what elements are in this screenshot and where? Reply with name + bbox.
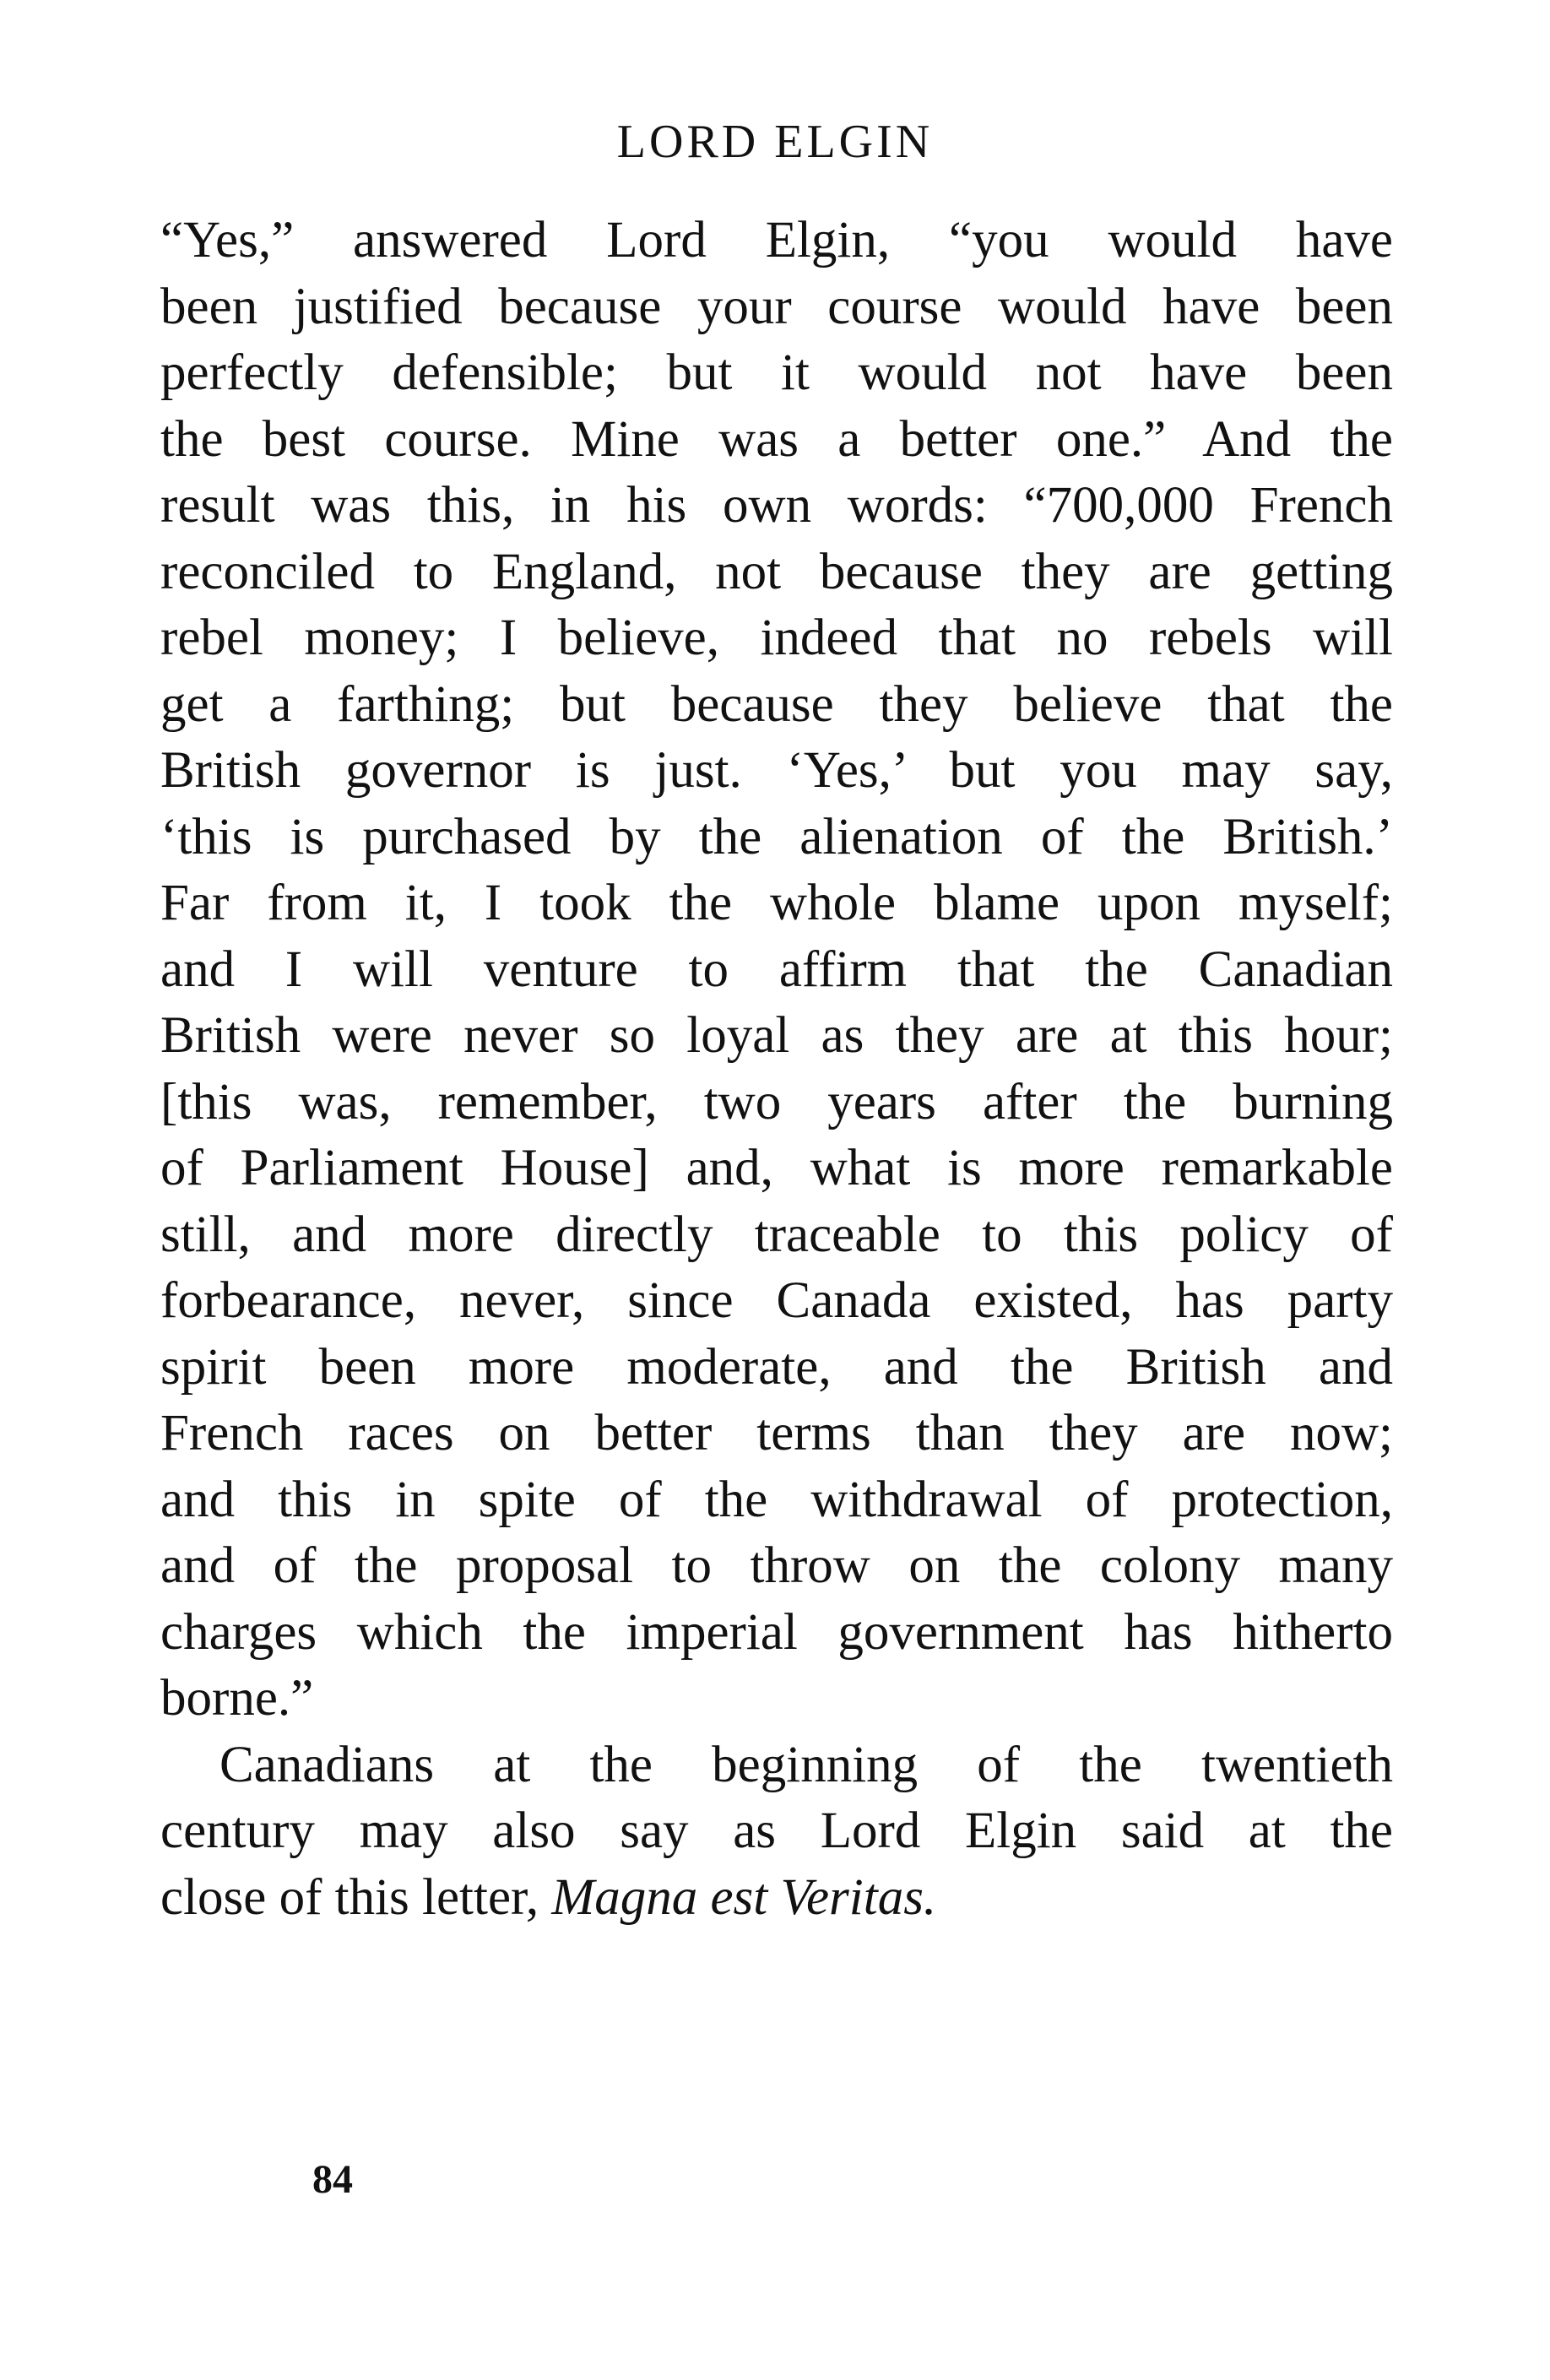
text-line: [this was, remember, two years after the burning	[160, 1073, 1393, 1130]
running-header: LORD ELGIN	[616, 116, 934, 168]
text-line: reconciled to England, not because they are getting	[160, 543, 1393, 600]
text-line: Canadians at the beginning of the twentieth	[219, 1736, 1393, 1793]
text-line: “Yes,” answered Lord Elgin, “you would have	[160, 212, 1393, 268]
text-line: and this in spite of the withdrawal of protection,	[160, 1471, 1393, 1528]
text-line: British were never so loyal as they are at this hour;	[160, 1007, 1393, 1064]
closing-text: close of this letter,	[160, 1868, 539, 1926]
text-line: perfectly defensible; but it would not have been	[160, 344, 1393, 401]
text-line: the best course. Mine was a better one.” And the	[160, 410, 1393, 468]
text-line: century may also say as Lord Elgin said at the	[160, 1803, 1393, 1859]
text-line: ‘this is purchased by the alienation of the British.’	[160, 808, 1393, 865]
text-line: of Parliament House] and, what is more remarkable	[160, 1140, 1393, 1196]
text-line: spirit been more moderate, and the British and	[160, 1338, 1393, 1396]
text-line-closing	[160, 1865, 1393, 1932]
text-line: French races on better terms than they are now;	[160, 1405, 1393, 1461]
page-number: 84	[312, 2157, 353, 2202]
text-line: Far from it, I took the whole blame upon myself;	[160, 875, 1393, 931]
text-line: rebel money; I believe, indeed that no rebels will	[160, 610, 1393, 666]
text-line: and I will venture to affirm that the Canadian	[160, 941, 1393, 998]
text-line: charges which the imperial government has hitherto	[160, 1603, 1393, 1661]
text-line: result was this, in his own words: “700,000 French	[160, 477, 1393, 534]
text-line: British governor is just. ‘Yes,’ but you may say,	[160, 742, 1393, 799]
text-line: still, and more directly traceable to this policy of	[160, 1206, 1393, 1263]
text-line: been justified because your course would have been	[160, 278, 1393, 335]
text-line: borne.”	[160, 1670, 314, 1727]
closing-italic-phrase: Magna est Veritas.	[551, 1868, 937, 1926]
body-text	[160, 208, 1393, 1931]
text-line: and of the proposal to throw on the colony many	[160, 1537, 1393, 1594]
text-line: forbearance, never, since Canada existed, has party	[160, 1272, 1393, 1329]
text-line: get a farthing; but because they believe that the	[160, 675, 1393, 733]
